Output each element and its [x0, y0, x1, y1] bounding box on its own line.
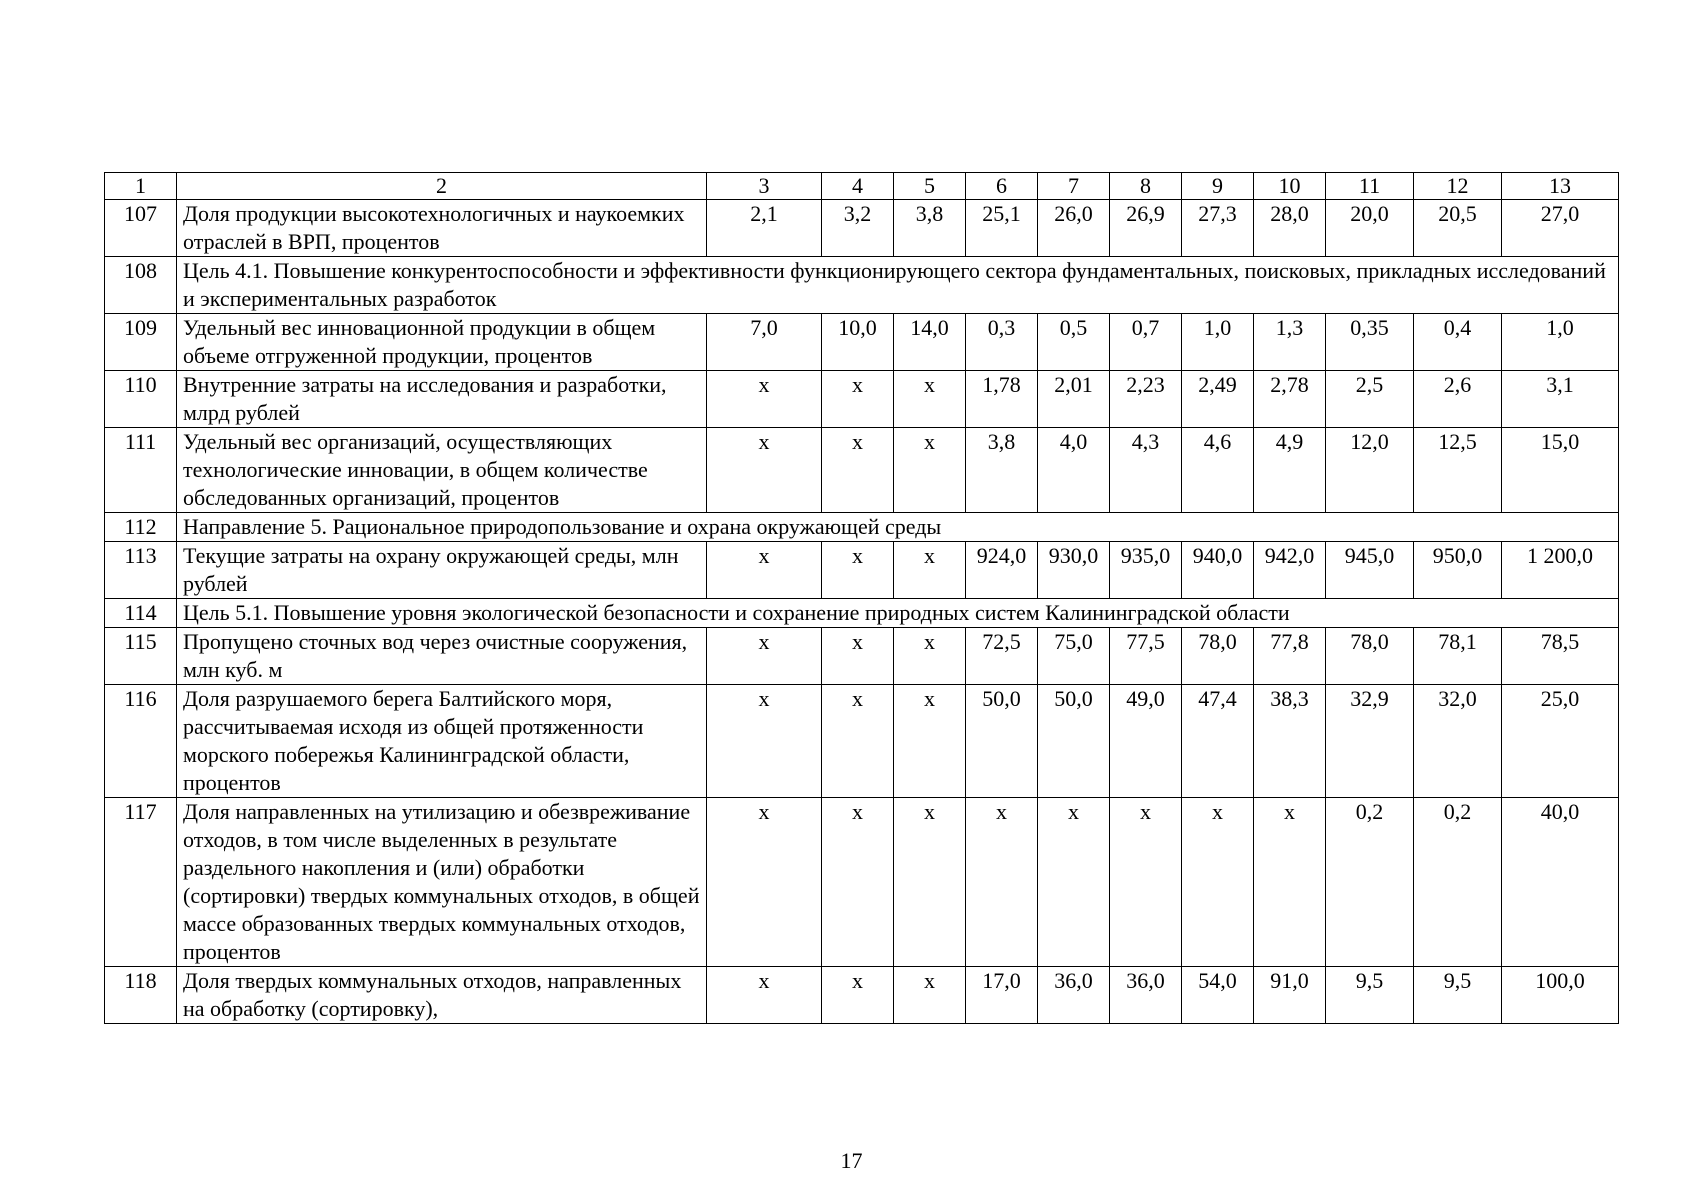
value-cell: х [894, 371, 966, 428]
value-cell: х [1254, 798, 1326, 967]
header-cell: 10 [1254, 173, 1326, 200]
value-cell: 25,1 [966, 200, 1038, 257]
value-cell: 78,0 [1326, 628, 1414, 685]
row-number: 112 [105, 513, 177, 542]
row-number: 114 [105, 599, 177, 628]
section-title: Цель 4.1. Повышение конкурентоспособности и эффективности функционирующего сектора фундаментальных, поисковых, прикладных исследований и экспериментальных разработок [177, 257, 1619, 314]
indicator-label: Текущие затраты на охрану окружающей среды, млн рублей [177, 542, 707, 599]
table-row [105, 628, 1619, 685]
value-cell: х [966, 798, 1038, 967]
value-cell: 7,0 [707, 314, 822, 371]
value-cell: 54,0 [1182, 967, 1254, 1024]
header-cell: 7 [1038, 173, 1110, 200]
row-number: 111 [105, 428, 177, 513]
indicator-label: Пропущено сточных вод через очистные сооружения, млн куб. м [177, 628, 707, 685]
indicator-table [104, 172, 1619, 1024]
value-cell: 4,6 [1182, 428, 1254, 513]
table-row [105, 542, 1619, 599]
value-cell: х [707, 798, 822, 967]
value-cell: х [707, 967, 822, 1024]
table-row [105, 685, 1619, 798]
value-cell: 20,0 [1326, 200, 1414, 257]
section-row [105, 599, 1619, 628]
value-cell: х [707, 628, 822, 685]
header-cell: 12 [1414, 173, 1502, 200]
indicator-label: Доля разрушаемого берега Балтийского моря, рассчитываемая исходя из общей протяженности морского побережья Калининградской области, процентов [177, 685, 707, 798]
value-cell: 36,0 [1038, 967, 1110, 1024]
value-cell: 935,0 [1110, 542, 1182, 599]
value-cell: 1,78 [966, 371, 1038, 428]
value-cell: 77,8 [1254, 628, 1326, 685]
value-cell: 78,1 [1414, 628, 1502, 685]
header-cell: 4 [822, 173, 894, 200]
value-cell: 2,5 [1326, 371, 1414, 428]
indicator-label: Доля твердых коммунальных отходов, направленных на обработку (сортировку), [177, 967, 707, 1024]
value-cell: х [1038, 798, 1110, 967]
value-cell: 0,5 [1038, 314, 1110, 371]
indicator-label: Внутренние затраты на исследования и разработки, млрд рублей [177, 371, 707, 428]
value-cell: 78,5 [1502, 628, 1619, 685]
value-cell: х [822, 685, 894, 798]
value-cell: 27,0 [1502, 200, 1619, 257]
value-cell: 950,0 [1414, 542, 1502, 599]
value-cell: 9,5 [1326, 967, 1414, 1024]
value-cell: 4,9 [1254, 428, 1326, 513]
value-cell: 49,0 [1110, 685, 1182, 798]
indicator-label: Удельный вес организаций, осуществляющих технологические инновации, в общем количестве обследованных организаций, процентов [177, 428, 707, 513]
value-cell: 9,5 [1414, 967, 1502, 1024]
section-row [105, 257, 1619, 314]
value-cell: 20,5 [1414, 200, 1502, 257]
header-cell: 2 [177, 173, 707, 200]
value-cell: 1,3 [1254, 314, 1326, 371]
indicator-label: Доля продукции высокотехнологичных и наукоемких отраслей в ВРП, процентов [177, 200, 707, 257]
value-cell: 75,0 [1038, 628, 1110, 685]
value-cell: 100,0 [1502, 967, 1619, 1024]
value-cell: 15,0 [1502, 428, 1619, 513]
value-cell: 4,0 [1038, 428, 1110, 513]
table-body [105, 173, 1619, 1024]
value-cell: х [707, 428, 822, 513]
value-cell: х [894, 798, 966, 967]
value-cell: х [894, 967, 966, 1024]
value-cell: х [822, 967, 894, 1024]
value-cell: х [894, 542, 966, 599]
table-row [105, 428, 1619, 513]
value-cell: 26,0 [1038, 200, 1110, 257]
value-cell: 1,0 [1502, 314, 1619, 371]
header-cell: 8 [1110, 173, 1182, 200]
value-cell: 940,0 [1182, 542, 1254, 599]
value-cell: х [1110, 798, 1182, 967]
row-number: 115 [105, 628, 177, 685]
row-number: 107 [105, 200, 177, 257]
section-title: Направление 5. Рациональное природопользование и охрана окружающей среды [177, 513, 1619, 542]
value-cell: х [707, 685, 822, 798]
value-cell: 77,5 [1110, 628, 1182, 685]
value-cell: 38,3 [1254, 685, 1326, 798]
row-number: 118 [105, 967, 177, 1024]
value-cell: 2,1 [707, 200, 822, 257]
row-number: 108 [105, 257, 177, 314]
header-cell: 3 [707, 173, 822, 200]
row-number: 113 [105, 542, 177, 599]
indicator-label: Доля направленных на утилизацию и обезвреживание отходов, в том числе выделенных в результате раздельного накопления и (или) обработки (сортировки) твердых коммунальных отходов, в общей массе образованных твердых коммунальных отходов, процентов [177, 798, 707, 967]
header-cell: 6 [966, 173, 1038, 200]
section-title: Цель 5.1. Повышение уровня экологической безопасности и сохранение природных систем Калининградской области [177, 599, 1619, 628]
header-cell: 5 [894, 173, 966, 200]
row-number: 116 [105, 685, 177, 798]
table-row [105, 371, 1619, 428]
value-cell: 0,2 [1414, 798, 1502, 967]
value-cell: 3,8 [894, 200, 966, 257]
header-cell: 1 [105, 173, 177, 200]
value-cell: 50,0 [966, 685, 1038, 798]
header-cell: 13 [1502, 173, 1619, 200]
value-cell: х [894, 628, 966, 685]
value-cell: х [822, 798, 894, 967]
value-cell: 0,3 [966, 314, 1038, 371]
value-cell: 1 200,0 [1502, 542, 1619, 599]
value-cell: 0,7 [1110, 314, 1182, 371]
value-cell: 32,0 [1414, 685, 1502, 798]
value-cell: 3,2 [822, 200, 894, 257]
value-cell: 36,0 [1110, 967, 1182, 1024]
value-cell: 0,35 [1326, 314, 1414, 371]
indicator-label: Удельный вес инновационной продукции в общем объеме отгруженной продукции, процентов [177, 314, 707, 371]
value-cell: 2,01 [1038, 371, 1110, 428]
value-cell: 14,0 [894, 314, 966, 371]
value-cell: х [822, 371, 894, 428]
table-row [105, 200, 1619, 257]
value-cell: 47,4 [1182, 685, 1254, 798]
value-cell: 942,0 [1254, 542, 1326, 599]
value-cell: 25,0 [1502, 685, 1619, 798]
value-cell: 12,5 [1414, 428, 1502, 513]
value-cell: х [707, 542, 822, 599]
header-cell: 9 [1182, 173, 1254, 200]
value-cell: 17,0 [966, 967, 1038, 1024]
value-cell: 930,0 [1038, 542, 1110, 599]
value-cell: 3,1 [1502, 371, 1619, 428]
header-cell: 11 [1326, 173, 1414, 200]
header-row [105, 173, 1619, 200]
table-row [105, 314, 1619, 371]
row-number: 109 [105, 314, 177, 371]
value-cell: 10,0 [822, 314, 894, 371]
value-cell: 4,3 [1110, 428, 1182, 513]
value-cell: х [707, 371, 822, 428]
table-row [105, 798, 1619, 967]
value-cell: 91,0 [1254, 967, 1326, 1024]
value-cell: 2,23 [1110, 371, 1182, 428]
value-cell: 924,0 [966, 542, 1038, 599]
value-cell: 0,4 [1414, 314, 1502, 371]
value-cell: х [894, 428, 966, 513]
value-cell: х [822, 628, 894, 685]
value-cell: 40,0 [1502, 798, 1619, 967]
value-cell: 2,78 [1254, 371, 1326, 428]
page-number: 17 [840, 1148, 863, 1173]
value-cell: 28,0 [1254, 200, 1326, 257]
value-cell: х [1182, 798, 1254, 967]
value-cell: х [822, 428, 894, 513]
section-row [105, 513, 1619, 542]
value-cell: 12,0 [1326, 428, 1414, 513]
value-cell: х [822, 542, 894, 599]
table-row [105, 967, 1619, 1024]
value-cell: 50,0 [1038, 685, 1110, 798]
value-cell: 27,3 [1182, 200, 1254, 257]
value-cell: 72,5 [966, 628, 1038, 685]
row-number: 117 [105, 798, 177, 967]
value-cell: 32,9 [1326, 685, 1414, 798]
value-cell: 945,0 [1326, 542, 1414, 599]
value-cell: 2,6 [1414, 371, 1502, 428]
value-cell: х [894, 685, 966, 798]
value-cell: 1,0 [1182, 314, 1254, 371]
value-cell: 26,9 [1110, 200, 1182, 257]
value-cell: 0,2 [1326, 798, 1414, 967]
value-cell: 2,49 [1182, 371, 1254, 428]
row-number: 110 [105, 371, 177, 428]
value-cell: 78,0 [1182, 628, 1254, 685]
value-cell: 3,8 [966, 428, 1038, 513]
